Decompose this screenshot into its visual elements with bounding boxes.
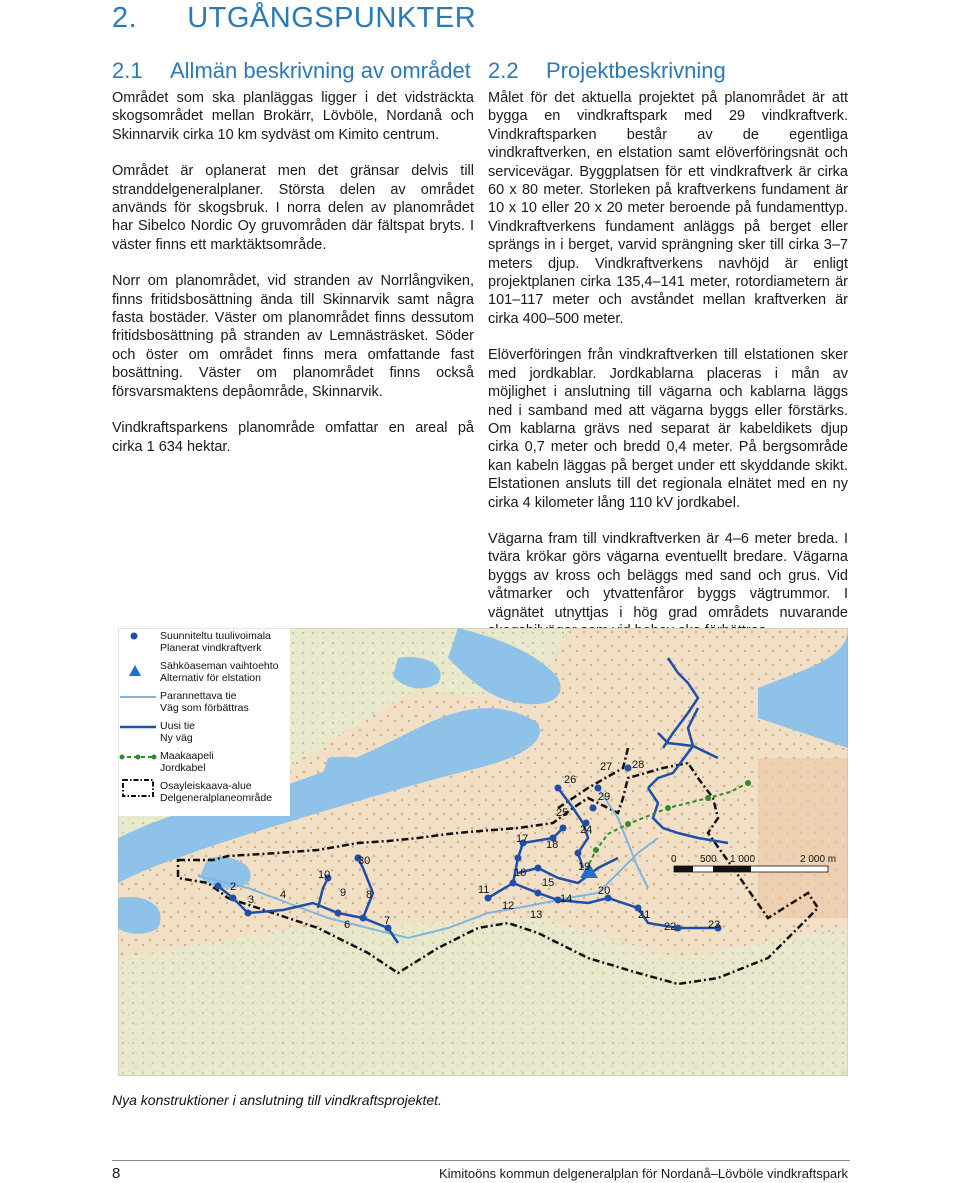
- turbine-label: 17: [516, 833, 529, 845]
- turbine-marker: [245, 910, 252, 917]
- turbine-marker: [535, 865, 542, 872]
- scale-label-2000: 2 000 m: [800, 854, 837, 865]
- turbine-label: 18: [546, 839, 559, 851]
- turbine-marker: [230, 895, 237, 902]
- turbine-label: 30: [358, 855, 371, 867]
- chapter-title: UTGÅNGSPUNKTER: [187, 2, 477, 34]
- paragraph: Området är oplanerat men det gränsar delvis till stranddelgeneralplaner. Största delen av området används för skogsbruk. I norra delen av planområdet har Sibelco Nordic Oy gruvområden där fältspat bryts. I väster finns ett marktäktsområde.: [112, 163, 474, 253]
- legend-text: Uusi tie Ny väg: [160, 720, 196, 744]
- legend-row-improved-road: [118, 688, 293, 718]
- scale-label-0: 0: [671, 854, 677, 865]
- paragraph: Vindkraftsparkens planområde omfattar en areal på cirka 1 634 hektar.: [112, 420, 474, 455]
- legend-row-cable: [118, 748, 293, 778]
- turbine-label: 8: [366, 889, 373, 901]
- turbine-marker: [515, 855, 522, 862]
- turbine-label: 28: [632, 759, 645, 771]
- settlement-area: [758, 758, 848, 918]
- section-heading-2-1: [112, 58, 471, 84]
- turbine-label: 13: [530, 909, 543, 921]
- turbine-label: 23: [708, 919, 721, 931]
- turbine-label: 19: [578, 861, 591, 873]
- legend-text: Suunniteltu tuulivoimala Planerat vindkraftverk: [160, 630, 271, 654]
- turbine-label: 9: [340, 887, 347, 899]
- turbine-label: 2: [230, 881, 237, 893]
- page-number: 8: [112, 1165, 121, 1182]
- turbine-label: 29: [598, 791, 611, 803]
- paragraph: Vägarna fram till vindkraftverken är 4–6 meter breda. I tvära krökar görs vägarna eventuellt bredare. Vägarna byggs av kross och beläggs med sand och grus. Vid våtmarker och ytvattenfåror byggs vägtrummor. I vägnätet utnyttjas i hög grad områdets nuvarande: [488, 530, 848, 621]
- turbine-marker: [535, 890, 542, 897]
- section-title: Allmän beskrivning av området: [170, 58, 471, 83]
- turbine-label: 3: [248, 894, 255, 906]
- section-title: Projektbeskrivning: [546, 58, 726, 83]
- turbine-marker: [560, 825, 567, 832]
- paragraph: Området som ska planläggas ligger i det vidsträckta skogsområdet mellan Brokärr, Lövböle, Nordanå och Skinnarvik cirka 10 km sydväst om Kimito centrum.: [112, 90, 474, 143]
- turbine-label: 25: [556, 807, 569, 819]
- turbine-label: 21: [638, 909, 651, 921]
- footer-text: Kimitoöns kommun delgeneralplan för Nordanå–Lövböle vindkraftspark: [438, 1166, 848, 1181]
- turbine-marker: [335, 910, 342, 917]
- turbine-label: 26: [564, 774, 577, 786]
- paragraph: Målet för det aktuella projektet på planområdet är att bygga en vindkraftspark med 29 vindkraftverk. Vindkraftsparken består av de egentliga vindkraftverken, en elstation samt elöverföringsnät och servicevägar. Byggplatsen för ett vindkraftverk är cirka 60 x 80 meter. Storleken på kraftverkens fundament är 10 x 10 eller 20 x 20 meter beroende på fundamenttyp. Vindkraftverkens fundament anläggs på berget eller sprängs in i berget, varvid sprängning sker till cirka 3–7 meters djup. Vindkraftverkens navhöjd är enligt projektplanen cirka 135,4–141 meter, rotordiametern är 101–117 meter och avståndet mellan kraftverken är cirka 400–500 meter.: [488, 90, 848, 327]
- turbine-marker: [510, 880, 517, 887]
- turbine-label: 10: [318, 869, 331, 881]
- legend-text: Osayleiskaava-alue Delgeneralplaneområde: [160, 780, 273, 804]
- turbine-label: 7: [384, 915, 391, 927]
- triangle-icon: [118, 658, 158, 682]
- legend-text: Sähköaseman vaihtoehto Alternativ för elstation: [160, 660, 279, 684]
- turbine-marker: [360, 915, 367, 922]
- turbine-label: 15: [542, 877, 555, 889]
- turbine-label: 14: [560, 893, 573, 905]
- turbine-label: 16: [514, 867, 527, 879]
- right-column-text: [488, 89, 848, 658]
- left-column-text: [112, 89, 474, 474]
- section-heading-2-2: [488, 58, 726, 84]
- dark-line-icon: [118, 718, 158, 742]
- turbine-marker: [590, 805, 597, 812]
- figure-caption: Nya konstruktioner i anslutning till vindkraftsprojektet.: [112, 1092, 442, 1108]
- turbine-label: 27: [600, 761, 613, 773]
- legend-row-turbine: [118, 628, 293, 658]
- turbine-label: 11: [478, 884, 490, 896]
- legend-row-new-road: [118, 718, 293, 748]
- section-number: 2.2: [488, 58, 519, 83]
- legend-row-plan-area: [118, 778, 293, 808]
- turbine-label: 20: [598, 885, 611, 897]
- turbine-label: 4: [280, 889, 287, 901]
- section-number: 2.1: [112, 58, 143, 83]
- turbine-label: 24: [580, 824, 593, 836]
- legend-row-substation: [118, 658, 293, 688]
- turbine-marker: [625, 765, 632, 772]
- legend-text: Maakaapeli Jordkabel: [160, 750, 214, 774]
- green-cable-icon: [118, 748, 158, 772]
- map-legend: [118, 628, 293, 808]
- light-line-icon: [118, 688, 158, 712]
- turbine-label: 12: [502, 900, 515, 912]
- scale-label-500: 500: [700, 854, 717, 865]
- turbine-marker: [575, 850, 582, 857]
- chapter-heading: [112, 2, 476, 35]
- turbine-marker: [555, 785, 562, 792]
- paragraph: Norr om planområdet, vid stranden av Norrlångviken, finns fritidsbosättning ända till Skinnarvik samt några fasta bostäder. Väster om planområdet finns dessutom fritidsbosättning på stranden av Lemnästräsket. Söder och öster om området finns mera omfattande fast bosättning. Väster om planområdet finns också försvarsmaktens depåområde, Skinnarvik.: [112, 273, 474, 400]
- scale-label-1000: 1 000: [730, 854, 756, 865]
- footer-divider: [112, 1160, 850, 1161]
- turbine-label: 6: [344, 919, 351, 931]
- chapter-number: 2.: [112, 2, 138, 34]
- paragraph: Elöverföringen från vindkraftverken till elstationen sker med jordkablar. Jordkablarna placeras i mån av möjlighet i anslutning till vägarna och kablarna läggs ned i samband med att vägarna byggs eller förstärks. Om kablarna grävs ned separat är kabeldikets djup cirka 0,7 meter och bredd 0,4 meter. På bergsområde kan kabeln läggas på berget under ett skyddande skikt. Elstationen ansluts till det regionala elnätet med en ny cirka 4 kilometer lång 110 kV jordkabel.: [488, 347, 848, 511]
- turbine-dot-icon: [118, 628, 158, 652]
- turbine-marker: [215, 883, 222, 890]
- legend-text: Parannettava tie Väg som förbättras: [160, 690, 249, 714]
- turbine-label: 22: [664, 921, 677, 933]
- dashed-box-icon: [118, 778, 158, 802]
